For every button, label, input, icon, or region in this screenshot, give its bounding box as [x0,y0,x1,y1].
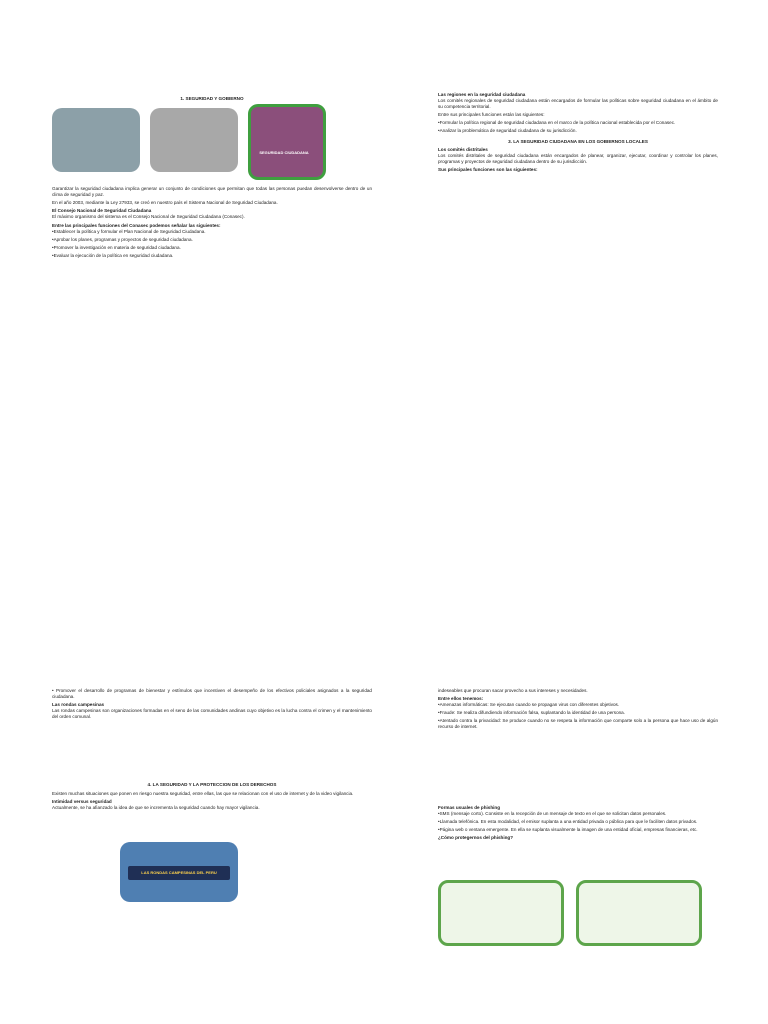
paragraph: Los comités regionales de seguridad ciudadana están encargados de formular las políticas sobre seguridad ciudadana en el ámbito de su competencia territorial. [438,98,718,110]
subheading: Las regiones en la seguridad ciudadana [438,92,526,97]
bullet-item: •Evaluar la ejecución de la política en seguridad ciudadana. [52,252,174,258]
subheading: Intimidad versus seguridad [52,798,112,804]
paragraph: Actualmente, se ha afianzado la idea de que se incrementa la seguridad cuando hay mayor vigilancia. [52,804,260,810]
paragraph: Las rondas campesinas son organizaciones formadas en el seno de las comunidades andinas cuyo objetivo es la lucha contra el crimen y el mantenimiento del orden comunal. [52,708,372,720]
paragraph: Entre sus principales funciones están las siguientes: [438,112,545,118]
bullet-item: •SMS (mensaje corto). Consiste en la recepción de un mensaje de texto en el que se solicitan datos personales. [438,810,667,816]
paragraph: Garantizar la seguridad ciudadana implica generar un conjunto de condiciones que permitan que todas las personas puedan desenvolverse dentro de un clima de seguridad y paz. [52,186,372,198]
subheading: ¿Cómo protegernos del phishing? [438,834,514,840]
bullet-item: •Promover la investigación en materia de seguridad ciudadana. [52,244,181,250]
subheading: Entre ellos tenemos: [438,696,484,702]
image-online-fraud [438,880,564,946]
image-hacker [576,880,702,946]
subheading: Entre las principales funciones del Conasec podemos señalar las siguientes: [52,222,221,228]
bullet-item: •Llamada telefónica. En esta modalidad, el emisor suplanta a una entidad privada o pública para que le faciliten datos privados. [438,818,698,824]
paragraph: indeseables que procuran sacar provecho a sus intereses y necesidades. [438,688,588,693]
image-rondas-campesinas [120,842,238,902]
bullet-item: •Amenazas informáticas: Se ejecutan cuando se propagan virus con diferentes objetivos. [438,702,620,708]
paragraph: Los comités distritales de seguridad ciudadana están encargados de planear, organizar, ejecutar, coordinar y controlar los planes, programas y proyectos de seguridad ciudadana dentro de su jurisdicción. [438,152,718,164]
section-4-title: 4. LA SEGURIDAD Y LA PROTECCION DE LOS DERECHOS [147,782,277,788]
bullet-item: •Analizar la problemática de seguridad ciudadana de su jurisdicción. [438,128,577,134]
bullet-item: •Atentado contra la privacidad: Se produce cuando no se respeta la información que comparte solo a la persona que hace uso de algún recurso de internet. [438,718,718,730]
left-column-bottom [52,688,372,813]
section-3-title: 3. LA SEGURIDAD CIUDADANA EN LOS GOBIERNOS LOCALES [508,138,648,144]
banner-text: LAS RONDAS CAMPESINAS DEL PERU [141,870,217,875]
document-page-bottom [0,512,768,1024]
section-1-title: 1. SEGURIDAD Y GOBIERNO [180,96,244,101]
left-column-top [52,92,372,261]
subheading: El Consejo Nacional de Seguridad Ciudadana [52,208,152,214]
bullet-item: •Aprobar los planes, programas y proyectos de seguridad ciudadana. [52,236,193,242]
right-column-bottom [438,688,718,841]
paragraph: Existen muchas situaciones que ponen en riesgo nuestra seguridad, entre ellas, las que se relacionan con el uso de internet y de la video vigilancia. [52,790,354,796]
bullet-item: •Fraude: Se realiza difundiendo información falsa, suplantando la identidad de una persona. [438,710,626,716]
bullet-item: •Establecer la política y formular el Plan Nacional de Seguridad Ciudadana. [52,228,206,234]
bullet-item: • Promover el desarrollo de programas de bienestar y estímulos que incentiven el desempeño de los efectivos policiales asignados a la seguridad ciudadana. [52,688,372,700]
subheading: Los comités distritales [438,146,488,152]
bullet-item: •Formular la política regional de seguridad ciudadana en el marco de la política nacional establecida por el Conasec. [438,120,676,126]
image-caption: SEGURIDAD CIUDADANA [259,150,309,155]
subheading: Formas usuales de phishing [438,804,501,810]
right-column-top [438,92,718,173]
paragraph: El máximo organismo del sistema es el Consejo Nacional de Seguridad Ciudadana (Conasec). [52,214,245,220]
paragraph: En el año 2003, mediante la Ley 27933, se creó en nuestro país el Sistema Nacional de Seguridad Ciudadana. [52,200,278,206]
subheading: Sus principales funciones son las siguientes: [438,166,538,172]
subheading: Las rondas campesinas [52,702,105,708]
bullet-item: •Página web o ventana emergente. En ella se suplanta visualmente la imagen de una entidad oficial, empresas financieras, etc. [438,826,698,832]
